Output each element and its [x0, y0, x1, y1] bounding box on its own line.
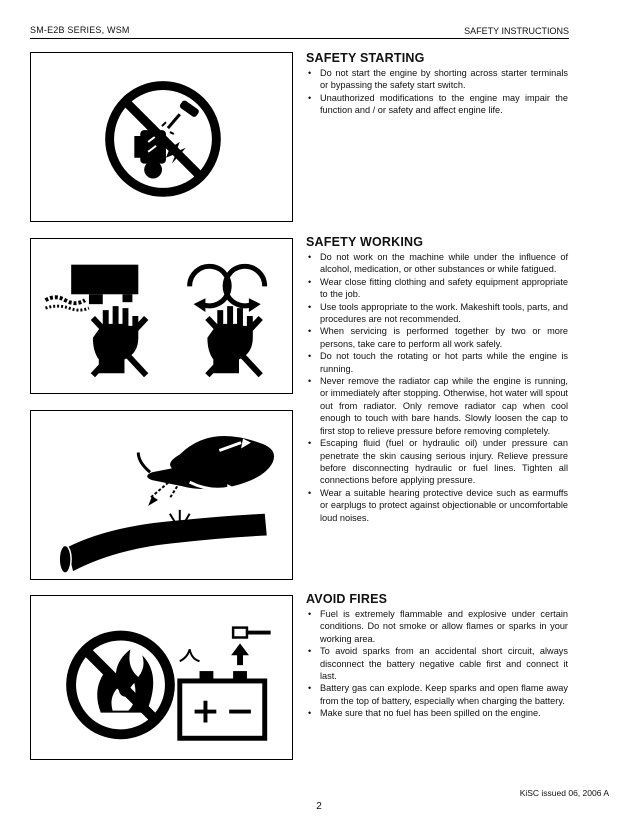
- figure-escaping-fluid: [30, 410, 293, 580]
- list-item: • Do not touch the rotating or hot parts while the engine is running.: [306, 350, 568, 375]
- no-shorting-starter-icon: [31, 53, 292, 221]
- list-item: • Make sure that no fuel has been spilled on the engine.: [306, 707, 568, 719]
- list-item: • Never remove the radiator cap while the engine is running, or immediately after stopping. Otherwise, hot water will spout out from radiator. Only remove radiator cap when cool enough to touch with bare hands. Slowly loosen the cap to first stop to relieve pressure before removing completely.: [306, 375, 568, 437]
- wear-gloves-no-rotating-parts-icon: [31, 239, 292, 393]
- figure-safety-working: [30, 238, 293, 394]
- list-item: • Unauthorized modifications to the engine may impair the function and / or safety and affect engine life.: [306, 92, 568, 117]
- list-item: • Do not start the engine by shorting across starter terminals or bypassing the safety start switch.: [306, 67, 568, 92]
- section-title: AVOID FIRES: [306, 592, 388, 606]
- bullet-list: [306, 608, 568, 720]
- list-item: • Escaping fluid (fuel or hydraulic oil) under pressure can penetrate the skin causing serious injury. Relieve pressure before disconnecting hydraulic or fuel lines. Tighten all connections before applying pressure.: [306, 437, 568, 487]
- bullet-list: [306, 251, 568, 524]
- list-item: • To avoid sparks from an accidental short circuit, always disconnect the battery negative cable first and connect it last.: [306, 645, 568, 682]
- page-number: 2: [316, 801, 322, 812]
- bullet-list: [306, 67, 568, 117]
- list-item: • Use tools appropriate to the work. Makeshift tools, parts, and procedures are not recommended.: [306, 301, 568, 326]
- section-safety-working: [306, 236, 568, 524]
- section-avoid-fires: [306, 593, 568, 720]
- figure-safety-starting: [30, 52, 293, 222]
- section-title: SAFETY STARTING: [306, 51, 425, 65]
- list-item: • Do not work on the machine while under the influence of alcohol, medication, or other substances or while fatigued.: [306, 251, 568, 276]
- header-series: SM-E2B SERIES, WSM: [30, 25, 130, 35]
- section-safety-starting: [306, 52, 568, 117]
- list-item: • Wear close fitting clothing and safety equipment appropriate to the job.: [306, 276, 568, 301]
- header-rule: [30, 38, 569, 39]
- list-item: • Fuel is extremely flammable and explosive under certain conditions. Do not smoke or allow flames or sparks in your working area.: [306, 608, 568, 645]
- list-item: • Battery gas can explode. Keep sparks and open flame away from the top of battery, especially when charging the battery.: [306, 682, 568, 707]
- figure-avoid-fires: [30, 595, 293, 760]
- list-item: • Wear a suitable hearing protective device such as earmuffs or earplugs to protect against objectionable or uncomfortable loud noises.: [306, 487, 568, 524]
- no-flames-battery-icon: [31, 596, 292, 759]
- list-item: • When servicing is performed together by two or more persons, take care to perform all work safely.: [306, 325, 568, 350]
- issue-note: KiSC issued 06, 2006 A: [519, 788, 609, 798]
- header-section-title: SAFETY INSTRUCTIONS: [464, 26, 569, 36]
- escaping-fluid-hand-icon: [31, 411, 292, 579]
- section-title: SAFETY WORKING: [306, 235, 424, 249]
